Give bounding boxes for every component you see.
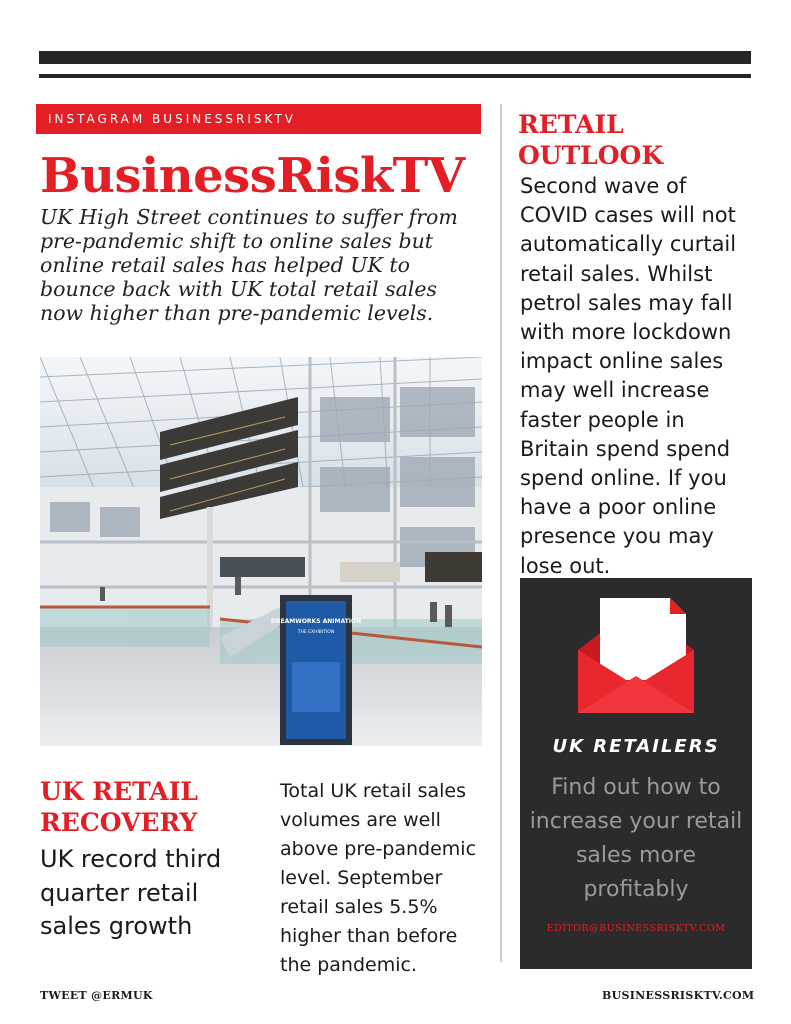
footer-twitter-handle[interactable]: TWEET @ERMUK bbox=[40, 989, 153, 1002]
envelope-icon bbox=[578, 598, 694, 718]
retail-outlook-body: Second wave of COVID cases will not automatically curtail retail sales. Whilst petrol sales may fall with more lockdown impact online sales may well increase faster people in Britain spend spend spend online. If you have a poor online presence you may lose out. bbox=[520, 174, 737, 578]
top-rule-thick bbox=[39, 51, 751, 64]
retail-outlook-title: RETAIL OUTLOOK bbox=[518, 110, 664, 170]
poster-title: DREAMWORKS ANIMATION bbox=[270, 618, 362, 625]
top-rule-thin bbox=[39, 74, 751, 78]
instagram-banner: INSTAGRAM BUSINESSRISKTV bbox=[36, 104, 481, 134]
sales-volumes-paragraph: Total UK retail sales volumes are well above pre-pandemic level. September retail sales 5.5% higher than before the pandemic. bbox=[280, 780, 477, 976]
uk-retail-recovery-subtitle: UK record third quarter retail sales growth bbox=[40, 845, 222, 940]
promo-email-link[interactable]: EDITOR@BUSINESSRISKTV.COM bbox=[546, 923, 726, 934]
promo-body: Find out how to increase your retail sales more profitably bbox=[529, 775, 743, 902]
footer-website[interactable]: BUSINESSRISKTV.COM bbox=[602, 989, 755, 1002]
poster-subtitle: THE EXHIBITION bbox=[297, 630, 335, 635]
column-divider bbox=[500, 104, 502, 962]
brand-title: BusinessRiskTV bbox=[40, 148, 465, 204]
mall-photo bbox=[40, 357, 482, 746]
retailers-promo-card[interactable] bbox=[520, 578, 752, 969]
promo-heading: UK RETAILERS bbox=[552, 736, 720, 757]
lede-paragraph: UK High Street continues to suffer from pre-pandemic shift to online sales but online retail sales has helped UK to bounce back with UK total retail sales now higher than pre-pandemic levels. bbox=[40, 205, 458, 325]
uk-retail-recovery-title: UK RETAIL RECOVERY bbox=[40, 777, 198, 837]
